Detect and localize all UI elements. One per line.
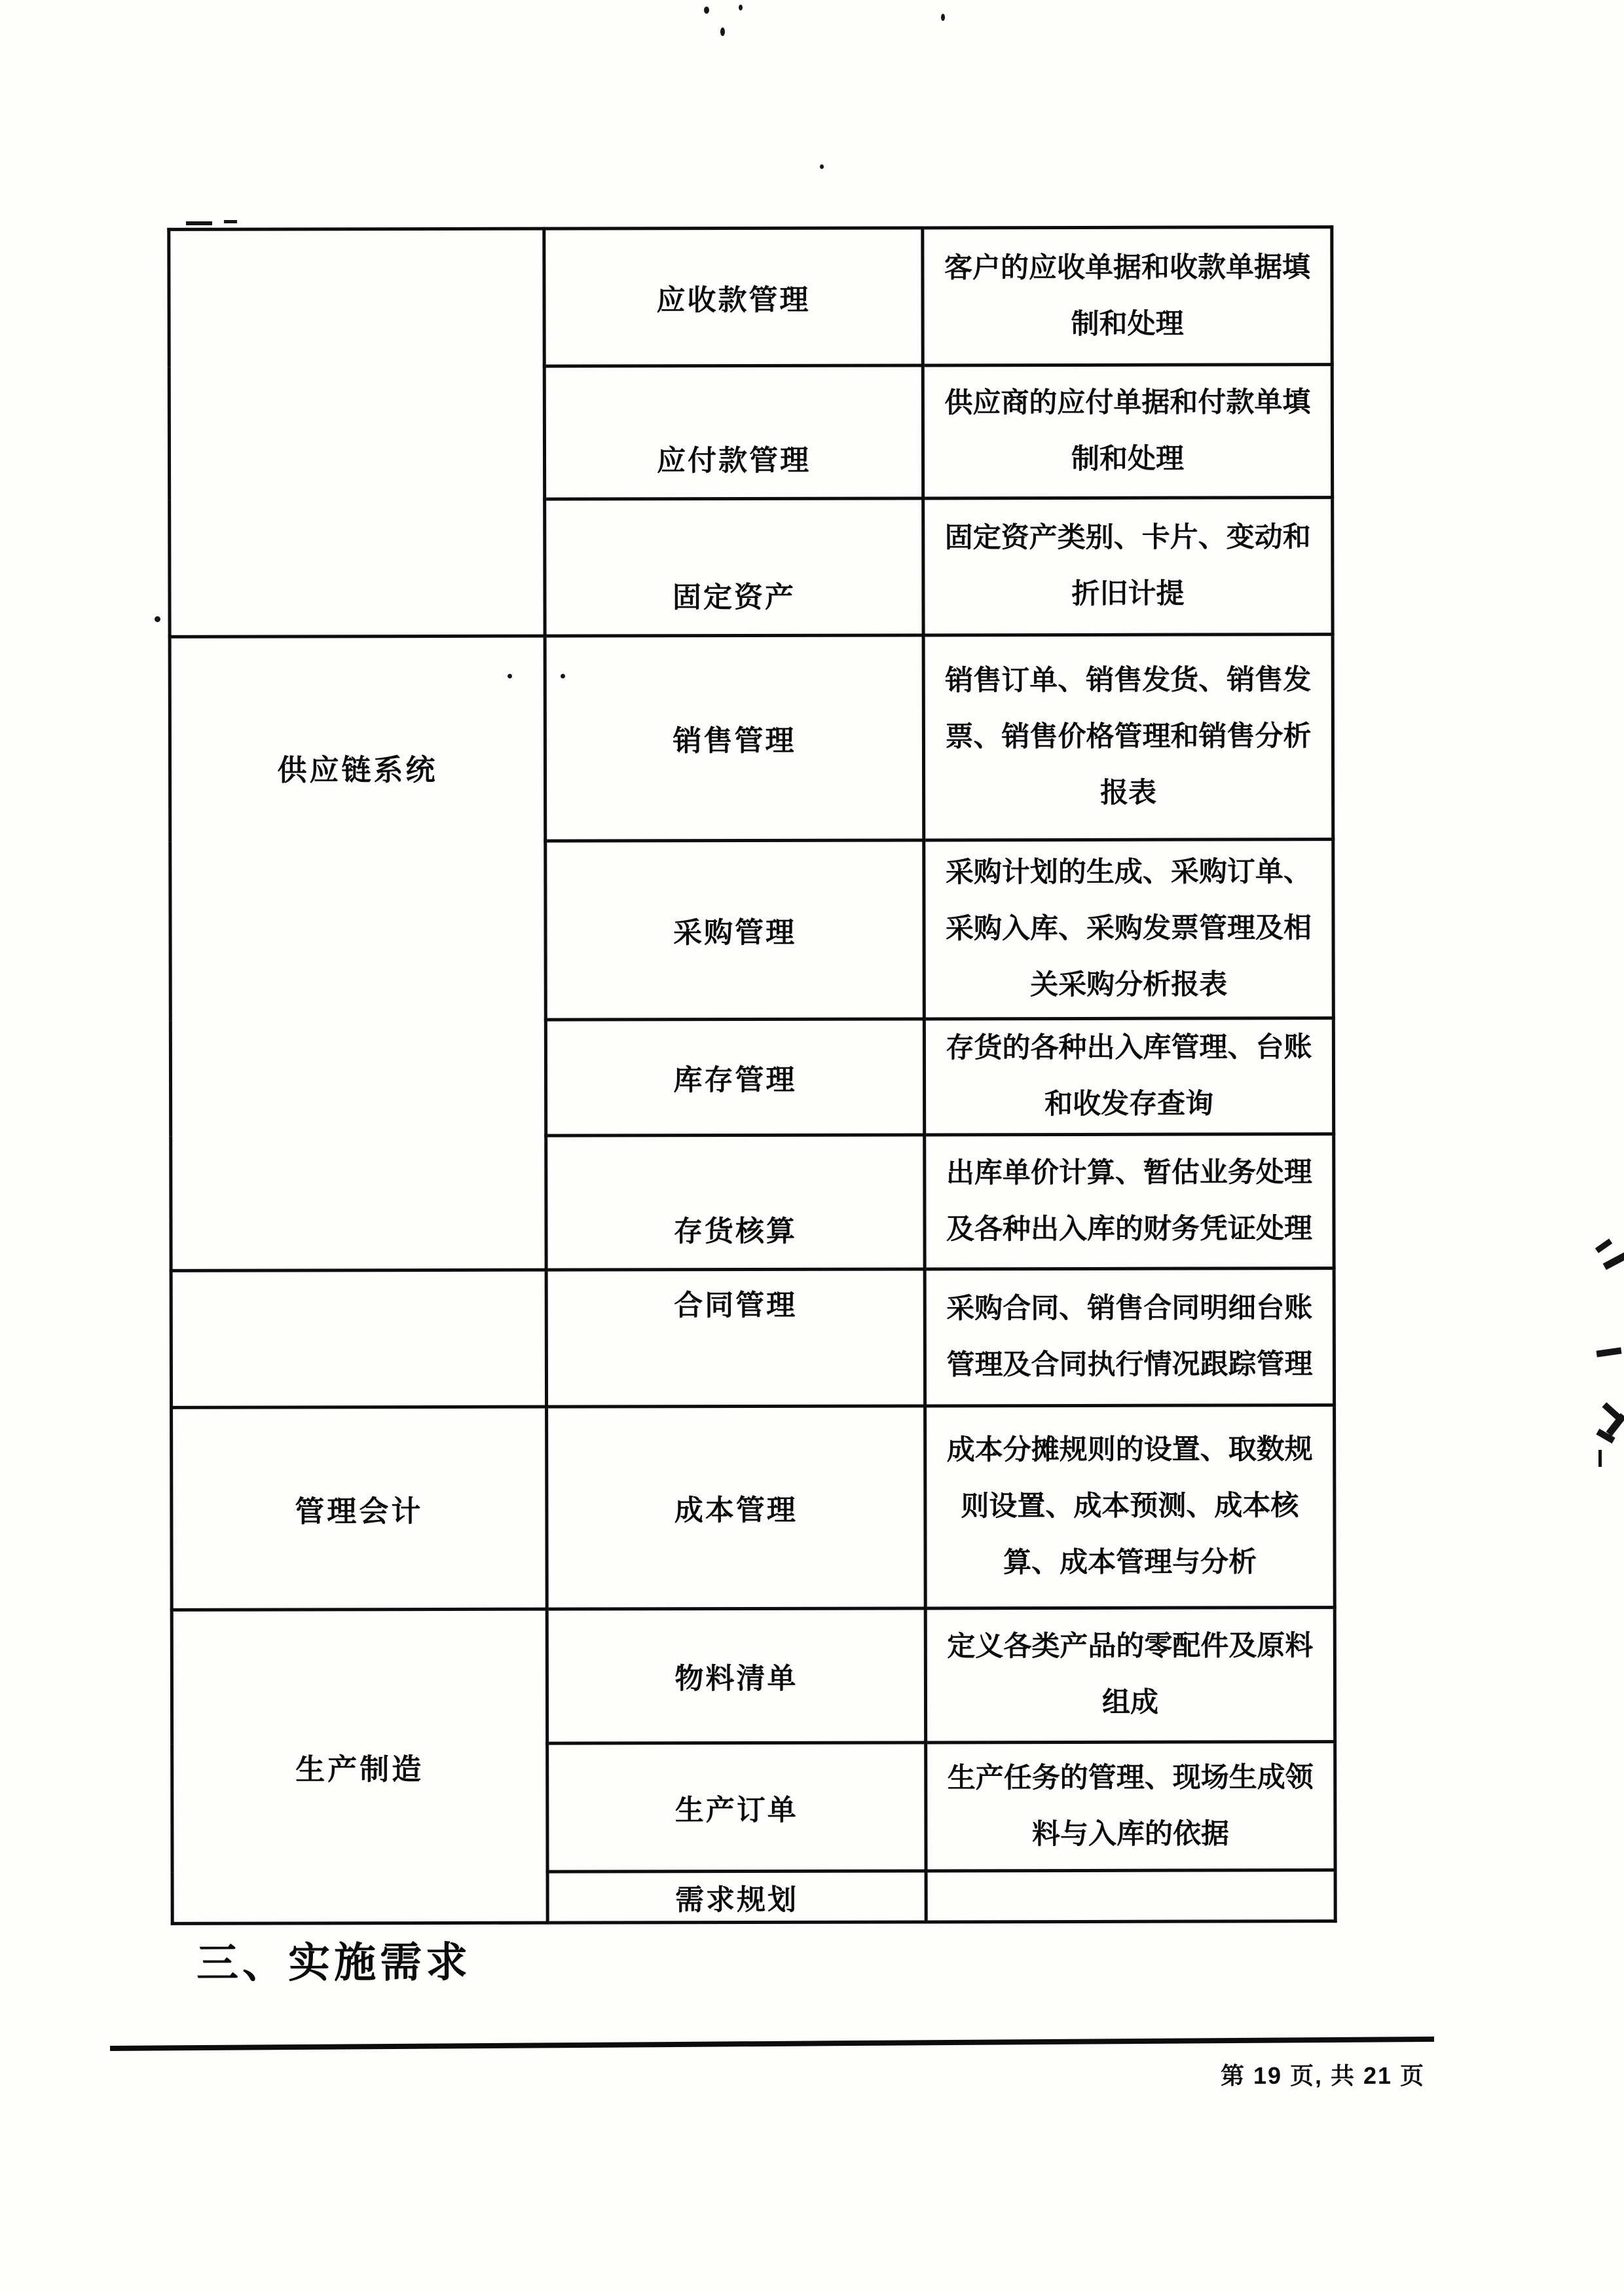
module-cell: 应付款管理 (544, 365, 923, 499)
ink-speck (507, 674, 512, 678)
description-line: 制和处理 (1071, 443, 1185, 475)
module-cell: 采购管理 (545, 840, 925, 1020)
description-line: 算、成本管理与分析 (1003, 1547, 1257, 1579)
description-line: 供应商的应付单据和付款单填 (944, 387, 1311, 419)
description-cell (923, 635, 1333, 840)
ink-speck (561, 674, 565, 678)
scan-smudge (186, 221, 212, 225)
description-line: 折旧计提 (1071, 578, 1185, 610)
module-cell: 固定资产 (545, 498, 923, 636)
description-line: 管理及合同执行情况跟踪管理 (946, 1349, 1313, 1381)
description-line: 组成 (1101, 1687, 1159, 1718)
description-line: 则设置、成本预测、成本核 (961, 1490, 1299, 1523)
module-cell: 应收款管理 (544, 228, 923, 366)
ink-speck (720, 28, 725, 36)
category-cell-supply-chain: 供应链系统 (170, 636, 546, 1270)
category-cell-blank (169, 229, 545, 637)
margin-ink-mark (1596, 1347, 1621, 1357)
description-line: 制和处理 (1071, 308, 1184, 340)
section-heading: 三、实施需求 (196, 1939, 472, 1987)
description-cell (925, 1268, 1334, 1406)
description-line: 定义各类产品的零配件及原料 (947, 1631, 1314, 1663)
ink-speck (739, 5, 743, 10)
description-cell (926, 1870, 1335, 1922)
description-line: 和收发存查询 (1044, 1088, 1214, 1120)
description-line: 客户的应收单据和收款单据填 (944, 251, 1310, 284)
module-cell: 物料清单 (547, 1608, 925, 1743)
description-line: 料与入库的依据 (1031, 1818, 1229, 1850)
description-line: 采购合同、销售合同明细台账 (946, 1293, 1313, 1325)
description-line: 采购入库、采购发票管理及相 (945, 913, 1312, 945)
description-line: 生产任务的管理、现场生成领 (947, 1762, 1314, 1794)
description-line: 存货的各种出入库管理、台账 (946, 1032, 1312, 1064)
table-row (171, 1268, 1334, 1408)
table-row (172, 1405, 1335, 1610)
scan-smudge (224, 220, 237, 223)
module-cell: 合同管理 (546, 1269, 925, 1407)
ink-speck (941, 14, 945, 21)
footer-rule (110, 2037, 1434, 2051)
table-row (169, 227, 1332, 367)
margin-ink-mark (1595, 1238, 1612, 1253)
description-cell (924, 840, 1334, 1019)
description-line: 报表 (1100, 777, 1157, 809)
ink-speck (704, 7, 709, 14)
category-cell-manufacturing: 生产制造 (172, 1609, 547, 1923)
description-cell (926, 1742, 1335, 1871)
description-cell (924, 1018, 1333, 1135)
description-line: 出库单价计算、暂估业务处理 (946, 1157, 1312, 1189)
table-row (172, 1608, 1335, 1745)
module-cell: 销售管理 (545, 635, 924, 841)
description-line: 票、销售价格管理和销售分析 (945, 721, 1312, 753)
category-cell-management-accounting: 管理会计 (172, 1407, 547, 1610)
description-line: 成本分摊规则的设置、取数规 (946, 1434, 1313, 1466)
margin-ink-mark (1603, 1252, 1624, 1270)
page-number: 第 19 页, 共 21 页 (1220, 2062, 1426, 2089)
module-cell: 成本管理 (547, 1406, 926, 1609)
module-cell: 库存管理 (545, 1019, 924, 1136)
ink-speck (155, 616, 160, 622)
description-cell (923, 498, 1333, 635)
description-line: 采购计划的生成、采购订单、 (945, 857, 1312, 889)
description-line: 关采购分析报表 (1030, 969, 1228, 1001)
module-cell: 存货核算 (546, 1135, 925, 1270)
erp-modules-table (167, 225, 1337, 1925)
category-cell-blank (171, 1270, 546, 1407)
description-cell (925, 1608, 1335, 1743)
description-cell (925, 1405, 1335, 1608)
description-cell (923, 365, 1332, 498)
margin-ink-mark (1598, 1450, 1602, 1467)
description-cell (925, 1134, 1334, 1269)
module-cell: 需求规划 (547, 1871, 926, 1923)
description-line: 销售订单、销售发货、销售发 (945, 665, 1312, 697)
table-row (170, 635, 1333, 842)
module-cell: 生产订单 (547, 1743, 926, 1872)
description-line: 固定资产类别、卡片、变动和 (944, 522, 1311, 554)
description-cell (923, 227, 1332, 365)
ink-speck (820, 164, 824, 169)
description-line: 及各种出入库的财务凭证处理 (946, 1213, 1313, 1246)
